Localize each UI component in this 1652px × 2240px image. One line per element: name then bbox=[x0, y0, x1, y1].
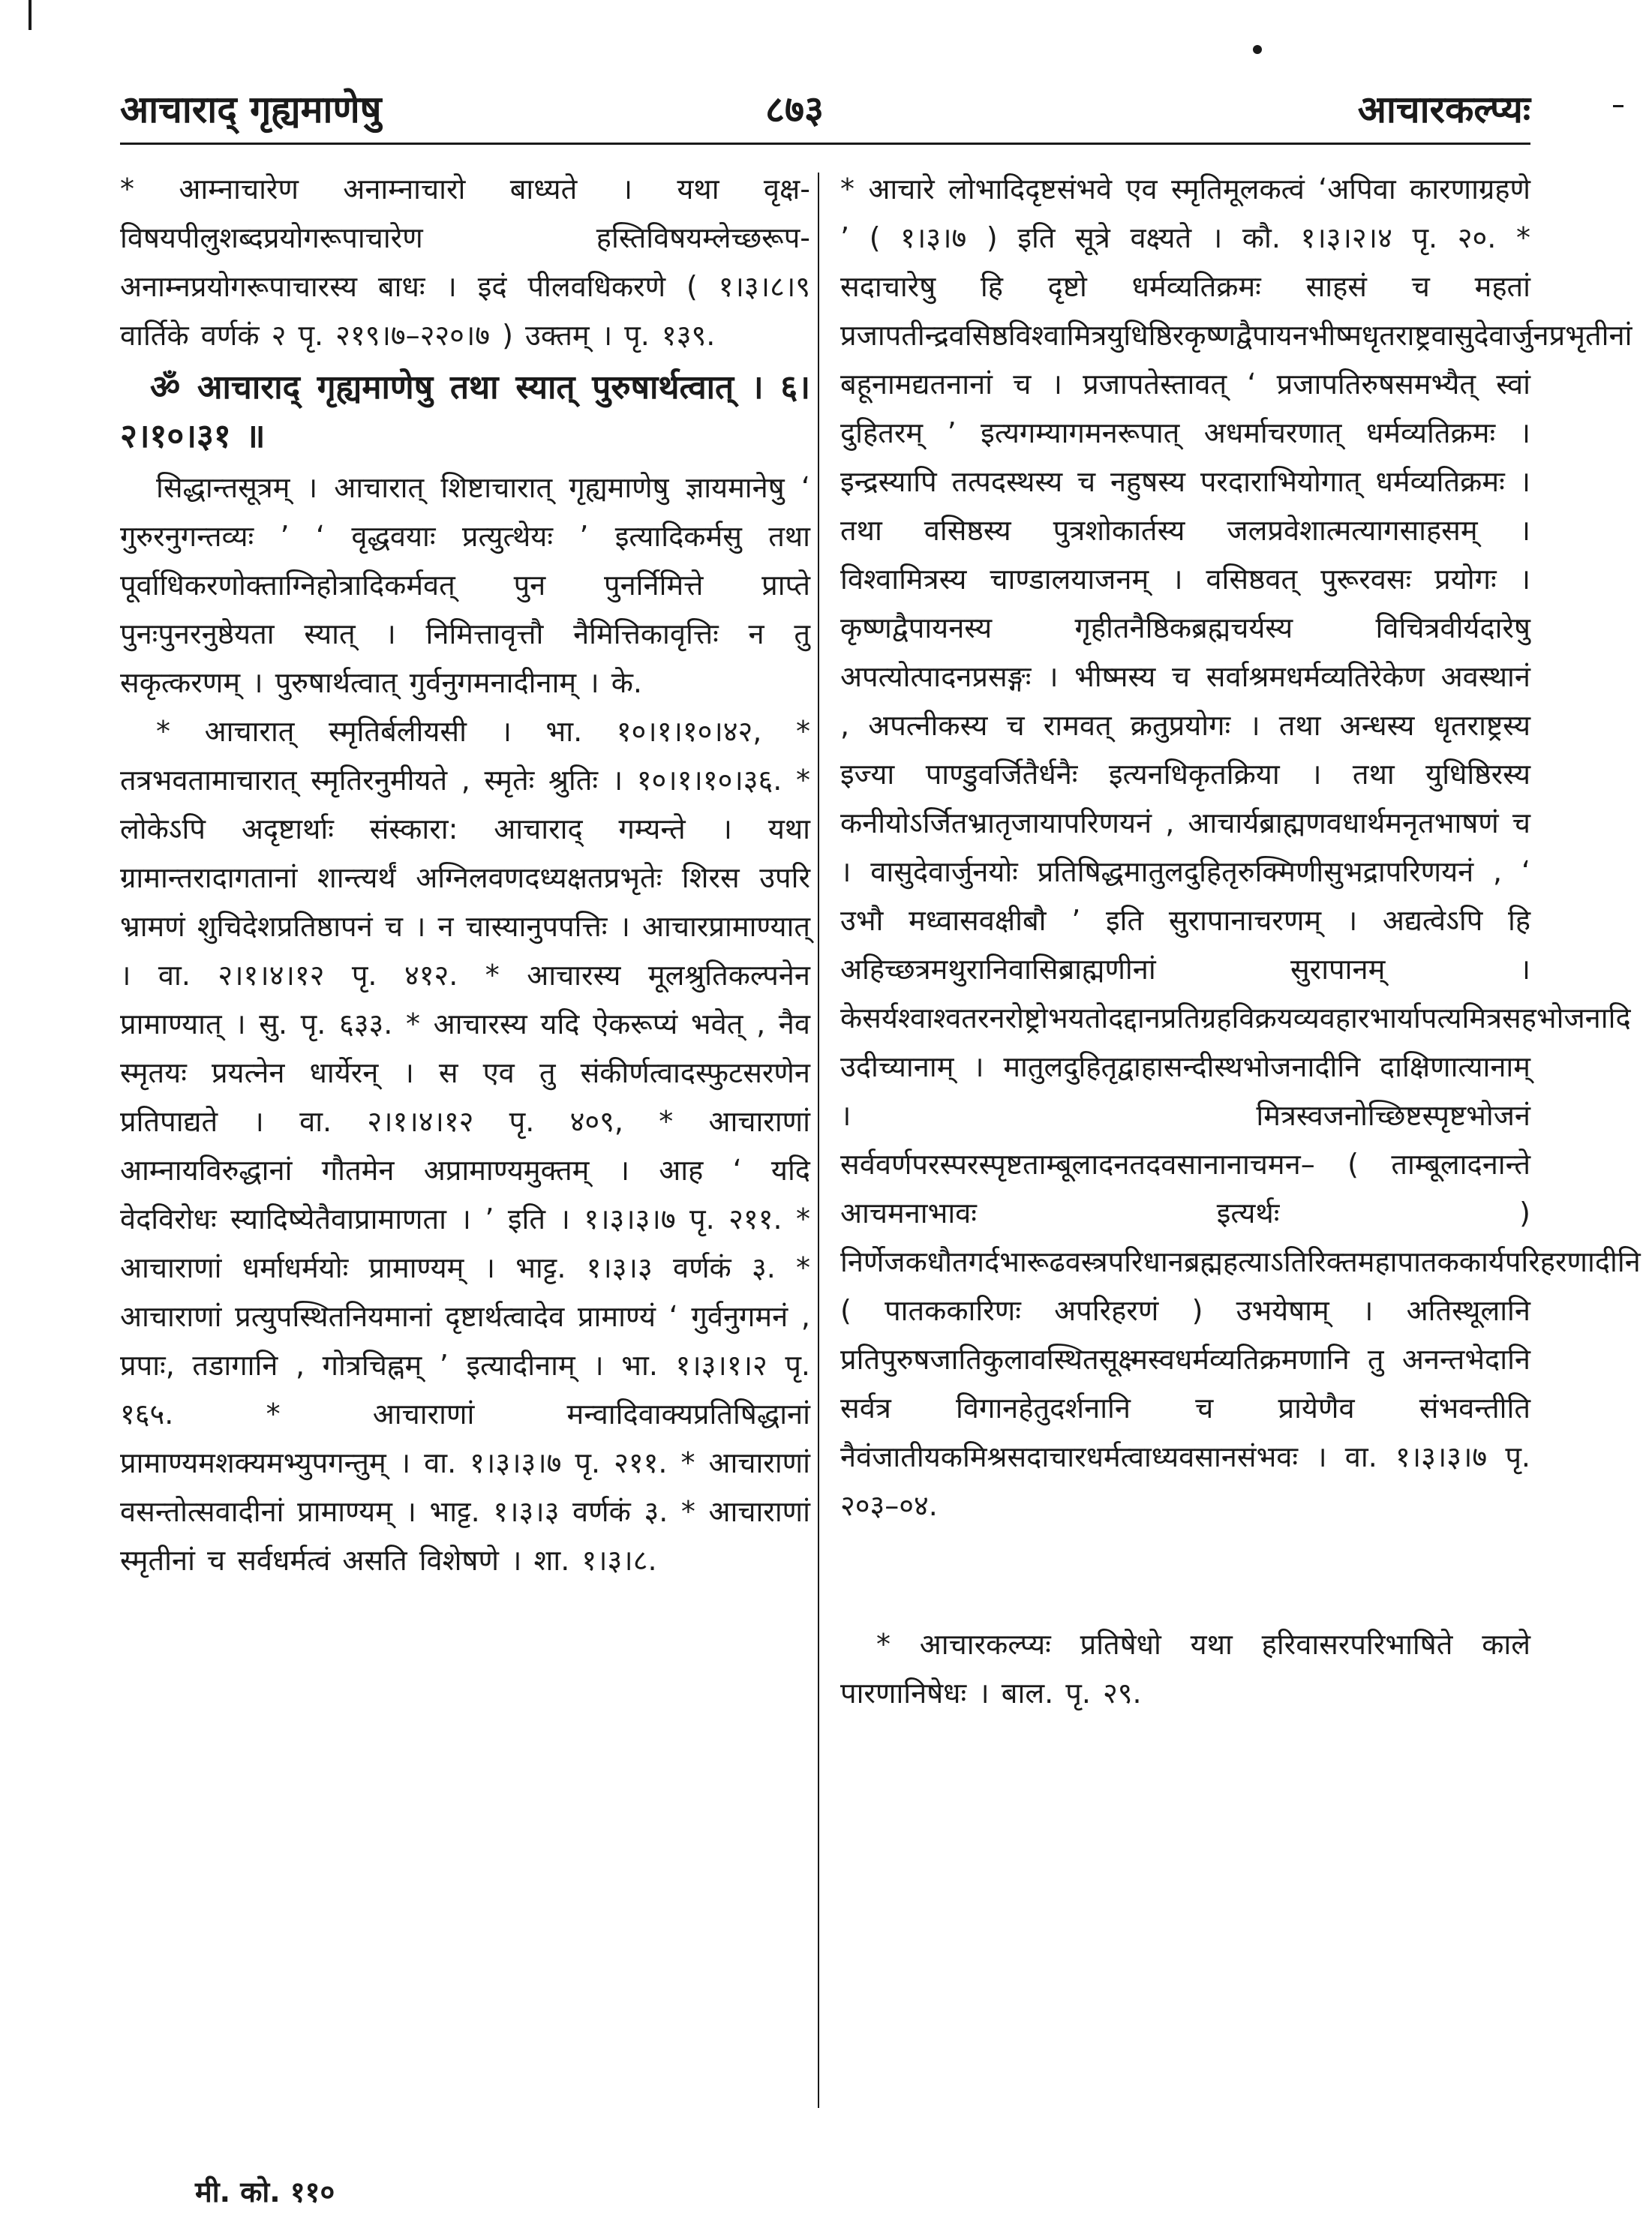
entry-paragraph: * आचारात् स्मृतिर्बलीयसी । भा. १०।१।१०।४२, * तत्रभवतामाचारात् स्मृतिरनुमीयते , स्मृतेः श्रुतिः । १०।१।१०।३६. * लोकेऽपि अदृष्टार्थाः संस्कारा: आचाराद् गम्यन्ते । यथा ग्रामान्तरादागतानां शान्त्यर्थं अग्निलवणदध्यक्षतप्रभृतेः शिरस उपरि भ्रामणं शुचिदेशप्रतिष्ठापनं च । न चास्यानुपपत्तिः । आचारप्रामाण्यात् । वा. २।१।४।१२ पृ. ४१२. * आचारस्य मूलश्रुतिकल्पनेन प्रामाण्यात् । सु. पृ. ६३३. * आचारस्य यदि ऐकरूप्यं भवेत् , नैव स्मृतयः प्रयत्नेन धार्येरन् । स एव तु संकीर्णत्वादस्फुटसरणेन प्रतिपाद्यते । वा. २।१।४।१२ पृ. ४०९, * आचाराणां आम्नायविरुद्धानां गौतमेन अप्रामाण्यमुक्तम् । आह ‘ यदि वेदविरोधः स्यादिष्येतैवाप्रामाणता । ’ इति । १।३।३।७ पृ. २११. * आचाराणां धर्माधर्मयोः प्रामाण्यम् । भाट्ट. १।३।३ वर्णकं ३. * आचाराणां प्रत्युपस्थितनियमानां दृष्टार्थत्वादेव प्रामाण्यं ‘ गुर्वनुगमनं , प्रपाः, तडागानि , गोत्रचिह्नम् ’ इत्यादीनाम् । भा. १।३।१।२ पृ. १६५. * आचाराणां मन्वादिवाक्यप्रतिषिद्धानां प्रामाण्यमशक्यमभ्युपगन्तुम् । वा. १।३।३।७ पृ. २११. * आचाराणां वसन्तोत्सवादीनां प्रामाण्यम् । भाट्ट. १।३।३ वर्णकं ३. * आचाराणां स्मृतीनां च सर्वधर्मत्वं असति विशेषणे । शा. १।३।८. bbox=[120, 715, 810, 1577]
entry-paragraph: * आचारकल्प्यः प्रतिषेधो यथा हरिवासरपरिभाषिते काले पारणानिषेधः । बाल. पृ. २९. bbox=[840, 1628, 1530, 1710]
header-left-title: आचाराद् गृह्यमाणेषु bbox=[120, 88, 382, 131]
scan-mark bbox=[29, 0, 32, 30]
page-number: ८७३ bbox=[765, 88, 824, 131]
margin-tick bbox=[1613, 105, 1623, 107]
sutra-heading: ॐ आचाराद् गृह्यमाणेषु तथा स्यात् पुरुषार्थत्वात् । ६।२।१०।३१ ॥ bbox=[120, 368, 810, 455]
running-header bbox=[120, 83, 1530, 145]
commentary-paragraph: सिद्धान्तसूत्रम् । आचारात् शिष्टाचारात् गृह्यमाणेषु ज्ञायमानेषु ‘ गुरुरनुगन्तव्यः ’ ‘ वृद्धवयाः प्रत्युत्थेयः ’ इत्यादिकर्मसु तथा पूर्वाधिकरणोक्ताग्निहोत्रादिकर्मवत् पुन पुनर्निमित्ते प्राप्ते पुनःपुनरनुष्ठेयता स्यात् । निमित्तावृत्तौ नैमित्तिकावृत्तिः न तु सकृत्करणम् । पुरुषार्थत्वात् गुर्वनुगमनादीनाम् । के. bbox=[120, 471, 810, 699]
entry-paragraph: * आचारे लोभादिदृष्टसंभवे एव स्मृतिमूलकत्वं ‘अपिवा कारणाग्रहणे ’ ( १।३।७ ) इति सूत्रे वक्ष्यते । कौ. १।३।२।४ पृ. २०. * सदाचारेषु हि दृष्टो धर्मव्यतिक्रमः साहसं च महतां प्रजापतीन्द्रवसिष्ठविश्वामित्रयुधिष्ठिरकृष्णद्वैपायनभीष्मधृतराष्ट्रवासुदेवार्जुनप्रभृतीनां बहूनामद्यतनानां च । प्रजापतेस्तावत् ‘ प्रजापतिरुषसमभ्यैत् स्वां दुहितरम् ’ इत्यगम्यागमनरूपात् अधर्माचरणात् धर्मव्यतिक्रमः । इन्द्रस्यापि तत्पदस्थस्य च नहुषस्य परदाराभियोगात् धर्मव्यतिक्रमः । तथा वसिष्ठस्य पुत्रशोकार्तस्य जलप्रवेशात्मत्यागसाहसम् । विश्वामित्रस्य चाण्डालयाजनम् । वसिष्ठवत् पुरूरवसः प्रयोगः । कृष्णद्वैपायनस्य गृहीतनैष्ठिकब्रह्मचर्यस्य विचित्रवीर्यदारेषु अपत्योत्पादनप्रसङ्गः । भीष्मस्य च सर्वाश्रमधर्मव्यतिरेकेण अवस्थानं , अपत्नीकस्य च रामवत् क्रतुप्रयोगः । तथा अन्धस्य धृतराष्ट्रस्य इज्या पाण्डुवर्जितैर्धनैः इत्यनधिकृतक्रिया । तथा युधिष्ठिरस्य कनीयोऽर्जितभ्रातृजायापरिणयनं , आचार्यब्राह्मणवधार्थमनृतभाषणं च । वासुदेवार्जुनयोः प्रतिषिद्धमातुलदुहितृरुक्मिणीसुभद्रापरिणयनं , ‘ उभौ मध्वासवक्षीबौ ’ इति सुरापानाचरणम् । अद्यत्वेऽपि हि अहिच्छत्रमथुरानिवासिब्राह्मणीनां सुरापानम् । केसर्यश्वाश्वतरनरोष्ट्रोभयतोदद्दानप्रतिग्रहविक्रयव्यवहारभार्यापत्यमित्रसहभोजनादि उदीच्यानाम् । मातुलदुहितृद्वाहासन्दीस्थभोजनादीनि दाक्षिणात्यानाम् । मित्रस्वजनोच्छिष्टस्पृष्टभोजनं सर्ववर्णपरस्परस्पृष्टताम्बूलादनतदवसानानाचमन– ( ताम्बूलादनान्ते आचमनाभावः इत्यर्थः ) निर्णेजकधौतगर्दभारूढवस्त्रपरिधानब्रह्महत्याऽतिरिक्तमहापातककार्यपरिहरणादीनि ( पातककारिणः अपरिहरणं ) उभयेषाम् । अतिस्थूलानि प्रतिपुरुषजातिकुलावस्थितसूक्ष्मस्वधर्मव्यतिक्रमणानि तु अनन्तभेदानि सर्वत्र विगानहेतुदर्शनानि च प्रायेणैव संभवन्तीति नैवंजातीयकमिश्रसदाचारधर्मत्वाध्यवसानसंभवः । वा. १।३।३।७ पृ. २०३–०४. bbox=[840, 173, 1641, 1522]
left-column bbox=[120, 165, 810, 1585]
entry-paragraph: * आम्नाचारेण अनाम्नाचारो बाध्यते । यथा वृक्ष-विषयपीलुशब्दप्रयोगरूपाचारेण हस्तिविषयम्लेच्छरूप-अनाम्नप्रयोगरूपाचारस्य बाधः । इदं पीलवधिकरणे ( १।३।८।९ वार्तिके वर्णकं २ पृ. २१९।७–२२०।७ ) उक्तम् । पृ. १३९. bbox=[120, 173, 810, 352]
signature-mark: मी. को. ११० bbox=[195, 2175, 335, 2208]
column-divider bbox=[818, 173, 819, 2108]
ink-dot bbox=[1253, 45, 1262, 54]
header-right-title: आचारकल्प्यः bbox=[1357, 88, 1530, 131]
right-column bbox=[840, 165, 1641, 1718]
